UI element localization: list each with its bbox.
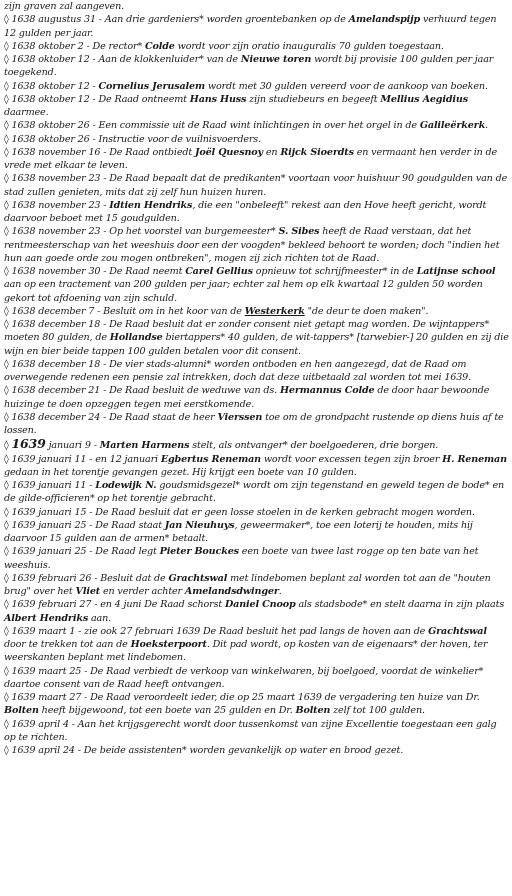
highlighted-name: Westerkerk [244, 305, 305, 317]
entry-text: ◊ 1638 oktober 12 - [4, 80, 99, 92]
highlighted-name: Bolten [295, 705, 331, 717]
highlighted-name: Grachtswal [428, 625, 487, 637]
highlighted-name: Nieuwe toren [240, 54, 312, 65]
highlighted-name: Hermannus Colde [279, 385, 375, 397]
entry-text: ◊ [4, 440, 12, 452]
chronicle-entry [4, 625, 510, 665]
entry-text: wordt met 30 gulden vereerd voor de aankoop van boeken. [205, 80, 488, 92]
entry-text: ◊ 1638 november 23 - [4, 199, 110, 211]
entry-text: met lindebomen beplant zal worden tot aan de "houten brug" over het [4, 572, 491, 597]
highlighted-name: H. Reneman [442, 453, 507, 465]
entry-text: verhuurd tegen 12 gulden per jaar. [4, 14, 497, 39]
entry-text: een boete van twee last rogge op ten bate van het weeshuis. [4, 546, 479, 571]
entry-text: ◊ 1639 maart 25 - De Raad verbiedt de verkoop van winkelwaren, bij boelgoed, voordat de winkelier* daartoe consent van de Raad heeft ontvangen. [4, 665, 484, 690]
entry-text: ◊ 1638 november 23 - De Raad bepaalt dat de predikanten* voortaan voor huishuur 90 goudgulden van de stad zullen genieten, mits dat zij zelf hun huizen huren. [4, 173, 508, 198]
highlighted-name: Rijck Sioerdts [280, 146, 354, 158]
chronicle-entry [4, 572, 510, 599]
highlighted-name: Cornelius Jerusalem [98, 80, 205, 92]
entry-text: zijn studiebeurs en begeeft [246, 93, 381, 105]
chronicle-entry [4, 691, 510, 718]
entry-text: , die een "onbeleeft" rekest aan den Hove heeft gericht, wordt daarvoor beboet met 15 goudgulden. [4, 199, 487, 224]
entry-text: ◊ 1639 februari 27 - en 4 juni De Raad schorst [4, 599, 225, 611]
entry-text: , geweermaker*, toe een loterij te houden, mits hij daarvoor 15 gulden aan de armen* betaalt. [4, 519, 473, 544]
chronicle-entry [4, 358, 510, 385]
entry-text: ◊ 1639 maart 1 - zie ook 27 februari 1639 De Raad besluit het pad langs de hoven aan de [4, 625, 429, 637]
chronicle-entry [4, 411, 510, 438]
highlighted-name: Jan Nieuhuys [164, 519, 235, 531]
highlighted-name: Vierssen [217, 411, 263, 423]
entry-text: ◊ 1639 april 24 - De beide assistenten* worden gevankelijk op water en brood gezet. [4, 745, 404, 756]
highlighted-name: Idtien Hendriks [109, 199, 193, 211]
entry-text: als stadsbode* en stelt daarna in zijn plaats [295, 599, 505, 611]
entry-text: ◊ 1639 januari 25 - De Raad legt [4, 546, 160, 558]
highlighted-name: Lodewijk N. [95, 480, 157, 491]
chronicle-entry [4, 13, 510, 40]
highlighted-name: Albert Hendriks [4, 612, 89, 624]
highlighted-name: Hoeksterpoort [130, 639, 207, 650]
entry-text: wordt voor excessen tegen zijn broer [260, 453, 443, 465]
highlighted-name: S. Sibes [278, 226, 320, 238]
entry-text: ◊ 1638 oktober 26 - Een commissie uit de Raad wint inlichtingen in over het orgel in de [4, 120, 420, 132]
entry-text: en vermaant hen verder in de vrede met elkaar te leven. [4, 146, 498, 171]
entry-text: ◊ 1638 oktober 12 - De Raad ontneemt [4, 93, 190, 105]
chronicle-entry [4, 384, 510, 411]
highlighted-name: Daniel Cnoop [224, 599, 296, 611]
entry-text: . [278, 586, 282, 597]
chronicle-entry [4, 172, 510, 199]
chronicle-entry [4, 598, 510, 625]
chronicle-entry [4, 265, 510, 305]
highlighted-name: Hollandse [109, 332, 163, 344]
entry-text: ◊ 1638 december 18 - De vier stads-alumni* worden ontboden en hen aangezegd, dat de Raad om overwegende redenen een pensie zal intrekken, doch dat deze uitbetaald zal worden tot mei 1639. [4, 358, 472, 383]
entry-text: "de deur te doen maken". [304, 305, 429, 317]
entry-text: en [262, 146, 281, 158]
chronicle-entry [4, 199, 510, 226]
entry-text: wordt bij provisie 100 gulden per jaar toegekend. [4, 54, 494, 79]
highlighted-name: Amelandsdwinger [184, 586, 279, 597]
chronicle-entry [4, 305, 510, 318]
entry-text: wordt voor zijn oratio inauguralis 70 gulden toegestaan. [174, 40, 444, 52]
entry-text: gedaan in het torentje gevangen gezet. Hij krijgt een boete van 10 gulden. [4, 466, 357, 478]
chronicle-entry [4, 479, 510, 506]
entry-text: biertappers* 40 gulden, de wit-tappers* [tarwebier-] 20 gulden en zij die wijn en bier beide tappen 100 gulden betalen voor dit consent. [4, 332, 509, 357]
entry-text: zijn graven zal aangeven. [4, 1, 125, 12]
entry-text: ◊ 1638 december 24 - De Raad staat de heer [4, 411, 218, 423]
chronicle-entry [4, 318, 510, 358]
chronicle-entry [4, 437, 510, 452]
entry-text: stelt, als ontvanger* der boelgoederen, drie borgen. [189, 440, 439, 452]
entry-text: ◊ 1638 augustus 31 - Aan drie gardeniers* worden groentebanken op de [4, 14, 349, 26]
entry-text: ◊ 1638 november 16 - De Raad ontbiedt [4, 146, 195, 158]
entry-text: ◊ 1638 december 7 - Besluit om in het koor van de [4, 305, 245, 317]
highlighted-name: Marten Harmens [99, 440, 190, 452]
entry-text: heeft de Raad verstaan, dat het rentmeesterschap van het weeshuis door een der voogden* bekleed behoort te worden; doch "indien het hun aan goede orde zou mogen ontbreken", mogen zij zich richten tot de Raad. [4, 226, 500, 264]
chronicle-entry [4, 0, 510, 13]
entry-text: aan. [88, 612, 112, 624]
highlighted-name: Bolten [4, 705, 39, 717]
chronicle-entry [4, 146, 510, 173]
highlighted-name: Joël Quesnoy [194, 146, 263, 158]
entry-text: ◊ 1638 december 21 - De Raad besluit de weduwe van ds. [4, 385, 280, 397]
entry-text: de door haar bewoonde huizinge te doen opzeggen tegen mei eerstkomende. [4, 385, 490, 410]
entry-text: ◊ 1638 oktober 12 - Aan de klokkenluider* van de [4, 54, 241, 65]
chronicle-entry [4, 519, 510, 546]
entry-text: . [485, 120, 488, 132]
entry-text: daarmee. [4, 107, 49, 118]
entry-text: ◊ 1639 februari 26 - Besluit dat de [4, 572, 169, 584]
chronicle-entry [4, 545, 510, 572]
entry-text: ◊ 1638 oktober 2 - De rector* [4, 40, 145, 52]
entry-text: door te trekken tot aan de [4, 639, 131, 650]
entry-text: ◊ 1639 januari 11 - en 12 januari [4, 453, 161, 465]
entry-text: aan op een tractement van 200 gulden per jaar; echter zal hem op elk kwartaal 12 gulden 50 worden gekort tot afdoening van zijn schuld. [4, 279, 483, 304]
chronicle-entry [4, 225, 510, 265]
highlighted-name: Vliet [75, 586, 101, 597]
entry-text: ◊ 1639 maart 27 - De Raad veroordeelt ieder, die op 25 maart 1639 de vergadering ten huize van Dr. [4, 692, 480, 703]
highlighted-name: Galileërkerk [419, 120, 486, 132]
chronicle-entry [4, 665, 510, 692]
chronicle-entry [4, 133, 510, 146]
entry-text: en verder achter [100, 586, 185, 597]
highlighted-name: Colde [145, 40, 175, 52]
entry-text: ◊ 1638 november 23 - Op het voorstel van burgemeester* [4, 226, 279, 238]
highlighted-name: Grachtswal [168, 572, 228, 584]
chronicle-entry [4, 119, 510, 132]
entry-text: . Dit pad wordt, op kosten van de eigenaars* der hoven, ter weerskanten beplant met lindebomen. [4, 639, 488, 664]
chronicle-entry [4, 93, 510, 120]
chronicle-entry [4, 718, 510, 745]
entry-text: zelf tot 100 gulden. [330, 705, 425, 717]
chronicle-entry [4, 40, 510, 53]
entry-text: opnieuw tot schrijfmeester* in de [252, 266, 417, 277]
highlighted-name: Carel Gellius [185, 266, 253, 277]
entry-text: toe om de grondpacht rustende op diens huis af te lossen. [4, 411, 504, 436]
entry-text: ◊ 1639 januari 15 - De Raad besluit dat er geen losse stoelen in de kerken gebracht mogen worden. [4, 506, 475, 518]
entry-text: januari 9 - [45, 440, 100, 452]
chronicle-entry [4, 80, 510, 93]
highlighted-name: Egbertus Reneman [160, 453, 261, 465]
entry-text: ◊ 1639 januari 25 - De Raad staat [4, 519, 165, 531]
entry-text: ◊ 1638 december 18 - De Raad besluit dat er zonder consent niet getapt mag worden. De wijntappers* moeten 80 gulden, de [4, 319, 490, 344]
highlighted-name: Amelandspijp [348, 14, 421, 26]
entry-text: goudsmidsgezel* wordt om zijn tegenstand en geweld tegen de bode* en de gilde-officieren* op het torentje gebracht. [4, 480, 505, 505]
highlighted-name: Mellius Aegidius [380, 93, 468, 105]
entry-text: ◊ 1638 oktober 26 - Instructie voor de vuilnisvoerders. [4, 133, 261, 145]
year-heading: 1639 [11, 436, 46, 452]
highlighted-name: Hans Huss [189, 93, 247, 105]
chronicle-entry [4, 453, 510, 480]
entry-text: heeft bijgewoond, tot een boete van 25 gulden en Dr. [38, 705, 296, 717]
highlighted-name: Latijnse school [416, 266, 496, 277]
entry-text: ◊ 1639 januari 11 - [4, 480, 96, 491]
chronicle-entry [4, 744, 510, 757]
highlighted-name: Pieter Bouckes [159, 546, 239, 558]
chronicle-entry [4, 53, 510, 80]
chronicle-entry [4, 506, 510, 519]
entry-text: ◊ 1638 november 30 - De Raad neemt [4, 266, 186, 277]
entry-text: ◊ 1639 april 4 - Aan het krijgsgerecht wordt door tussenkomst van zijne Excellentie toegestaan een galg op te richten. [4, 718, 497, 743]
